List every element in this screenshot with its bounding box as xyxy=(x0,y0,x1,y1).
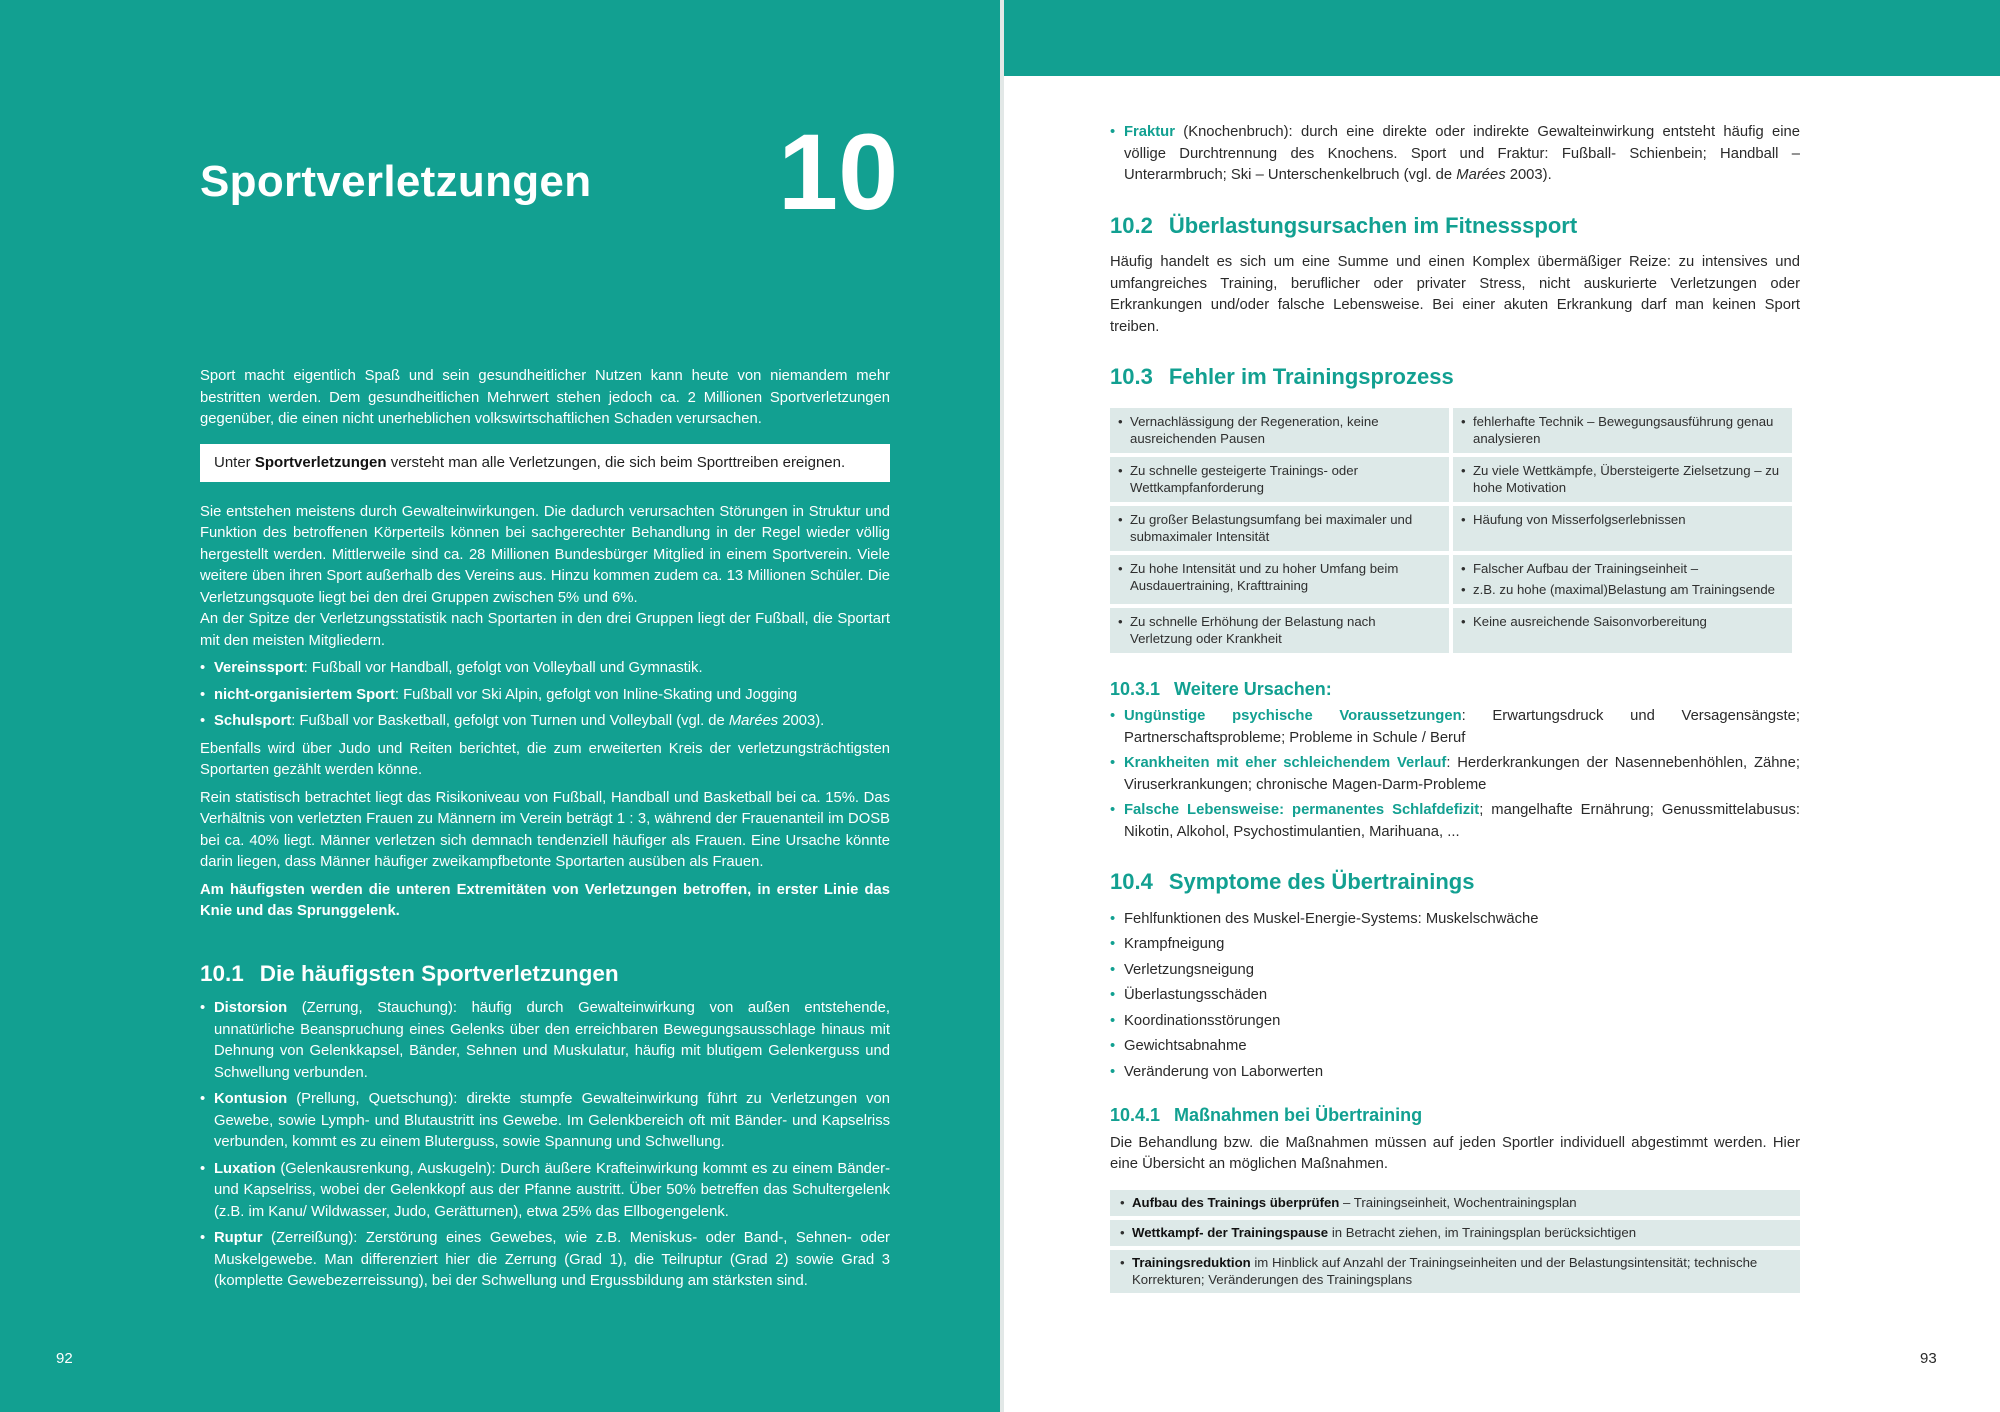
table-row xyxy=(1110,608,1792,653)
section-heading-10-4 xyxy=(1110,871,1800,893)
section-number: 10.4.1 xyxy=(1110,1105,1161,1125)
table-row xyxy=(1110,506,1792,551)
section-title: Die häufigsten Sportverletzungen xyxy=(259,960,619,986)
list-item: • Koordinationsstörungen xyxy=(1110,1011,1800,1033)
section-heading-10-4-1 xyxy=(1110,1105,1800,1127)
section-heading-10-1 xyxy=(200,960,890,986)
section-heading-10-3-1 xyxy=(1110,679,1800,701)
cell-text: • z.B. zu hohe (maximal)Belastung am Trainingsende xyxy=(1461,581,1784,598)
right-body xyxy=(1110,122,1800,1297)
chapter-number: 10 xyxy=(778,111,899,232)
table-cell xyxy=(1453,506,1792,551)
list-item: • Krampfneigung xyxy=(1110,934,1800,956)
training-errors-table xyxy=(1106,404,1796,657)
measures-list xyxy=(1110,1190,1800,1293)
cell-text: • Zu schnelle Erhöhung der Belastung nach Verletzung oder Krankheit xyxy=(1118,613,1441,647)
table-row xyxy=(1110,457,1792,502)
body-paragraph-2: An der Spitze der Verletzungsstatistik nach Sportarten in den drei Gruppen liegt der Fußball, die Sportart mit den meisten Mitgliedern. xyxy=(200,611,890,649)
list-item: • Fehlfunktionen des Muskel-Energie-Systems: Muskelschwäche xyxy=(1110,909,1800,931)
body-paragraph-5: Am häufigsten werden die unteren Extremitäten von Verletzungen betroffen, in erster Linie das Knie und das Sprunggelenk. xyxy=(200,881,890,919)
cell-text: • Zu viele Wettkämpfe, Übersteigerte Zielsetzung – zu hohe Motivation xyxy=(1461,462,1784,496)
list-item xyxy=(200,1089,890,1154)
table-cell xyxy=(1110,506,1449,551)
page-number-right: 93 xyxy=(1920,1350,1937,1367)
measure-term: Trainingsreduktion xyxy=(1132,1254,1251,1270)
list-item: • Veränderung von Laborwerten xyxy=(1110,1062,1800,1084)
group-term: Schulsport xyxy=(214,713,292,729)
measure-text: im Hinblick auf Anzahl der Trainingseinheiten und der Belastungsintensität; technische Korrekturen; Veränderungen des Trainingsplans xyxy=(1132,1254,1758,1287)
list-item: • Verletzungsneigung xyxy=(1110,960,1800,982)
cell-text: • Häufung von Misserfolgserlebnissen xyxy=(1461,511,1784,528)
citation-author: Marées xyxy=(728,713,779,729)
definition-box xyxy=(200,444,890,482)
measure-term: Aufbau des Trainings überprüfen xyxy=(1132,1194,1340,1210)
cause-term: Krankheiten mit eher schleichendem Verlauf xyxy=(1124,755,1447,771)
injury-term: Kontusion xyxy=(214,1091,288,1107)
table-cell xyxy=(1453,608,1792,653)
table-cell xyxy=(1110,555,1449,604)
cell-text: • Zu schnelle gesteigerte Trainings- oder Wettkampfanforderung xyxy=(1118,462,1441,496)
cell-text: • Zu hohe Intensität und zu hoher Umfang beim Ausdauertraining, Krafttraining xyxy=(1118,560,1441,594)
measures-intro: Die Behandlung bzw. die Maßnahmen müssen auf jeden Sportler individuell abgestimmt werden. Hier eine Übersicht an möglichen Maßnahmen. xyxy=(1110,1134,1800,1172)
citation-author: Marées xyxy=(1456,167,1506,183)
definition-term: Sportverletzungen xyxy=(254,453,387,471)
table-cell xyxy=(1110,608,1449,653)
injury-text: (Zerrung, Stauchung): häufig durch Gewalteinwirkung von außen entstehende, unnatürliche Beanspruchung eines Gelenks über den erreichbaren Bewegungsausschlage hinaus mit Dehnung von Gelenkkapsel, Bänder, Sehnen und Muskulatur, häufig mit blutigem Gelenkerguss und Schwellung verbunden. xyxy=(214,1000,890,1081)
cause-text: : Herderkrankungen der Nasennebenhöhlen, Zähne; Viruserkrankungen; chronische Magen-Darm-Probleme xyxy=(1124,755,1801,793)
group-term: Vereinssport xyxy=(214,660,304,676)
list-item xyxy=(200,711,890,733)
sport-groups-list xyxy=(200,658,890,733)
injury-text: (Gelenkausrenkung, Auskugeln): Durch äußere Krafteinwirkung kommt es zu einem Bänder- und Kapselriss, wobei der Gelenkkopf aus der Pfanne austritt. Über 50% betreffen das Schultergelenk (z.B. im Kanu/ Wildwasser, Judo, Gerätturnen), etwa 25% das Ellbogengelenk. xyxy=(214,1160,890,1220)
list-item xyxy=(1110,1190,1800,1216)
group-text: : Fußball vor Handball, gefolgt von Volleyball und Gymnastik. xyxy=(303,660,703,676)
injury-term: Luxation xyxy=(214,1160,276,1177)
list-item xyxy=(1110,706,1800,749)
section-title: Überlastungsursachen im Fitnesssport xyxy=(1168,212,1578,238)
table-row xyxy=(1110,555,1792,604)
section-number: 10.4 xyxy=(1110,869,1153,894)
list-item xyxy=(200,685,890,707)
list-item xyxy=(200,1159,890,1224)
section-title: Weitere Ursachen: xyxy=(1174,678,1332,699)
section-title: Symptome des Übertrainings xyxy=(1168,869,1475,894)
intro-paragraph: Sport macht eigentlich Spaß und sein gesundheitlicher Nutzen kann heute von niemandem mehr bestritten werden. Dem gesundheitlichen Mehrwert stehen jedoch ca. 2 Millionen Sportverletzungen gegenüber, die einen nicht unerheblichen volkswirtschaftlichen Schaden verursachen. xyxy=(200,368,890,427)
list-item xyxy=(200,998,890,1084)
section-title: Fehler im Trainingsprozess xyxy=(1168,364,1454,389)
list-item: • Gewichtsabnahme xyxy=(1110,1036,1800,1058)
table-cell xyxy=(1110,457,1449,502)
cell-text: • Vernachlässigung der Regeneration, keine ausreichenden Pausen xyxy=(1118,413,1441,447)
injury-text: (Zerreißung): Zerstörung eines Gewebes, wie z.B. Meniskus- oder Band-, Sehnen- oder Muskelgewebe. Man differenziert hier die Zerrung (Grad 1), die Teilruptur (Grad 2) sowie Grad 3 (komplette Gewebezerreissung), bei der Schwellung und Ergussbildung am stärksten sind. xyxy=(214,1230,890,1289)
citation-year: 2003). xyxy=(1505,167,1552,183)
list-item: • Überlastungsschäden xyxy=(1110,985,1800,1007)
citation-year: 2003). xyxy=(778,713,825,729)
body-paragraph-1: Sie entstehen meistens durch Gewalteinwirkungen. Die dadurch verursachten Störungen in Struktur und Funktion des betroffenen Körperteils können bei sachgerechter Behandlung in der Regel wieder völlig hergestellt werden. Mittlerweile sind ca. 28 Millionen Bundesbürger Mitglied in einem Sportverein. Viele weitere üben ihren Sport außerhalb des Vereins aus. Hinzu kommen zudem ca. 13 Millionen Schüler. Die Verletzungsquote liegt bei den drei Gruppen zwischen 5% und 6%. xyxy=(200,503,890,606)
body-paragraph-3: Ebenfalls wird über Judo und Reiten berichtet, die zum erweiterten Kreis der verletzungsträchtigsten Sportarten gezählt werden könne. xyxy=(200,740,890,778)
table-row xyxy=(1110,408,1792,453)
measure-term: Wettkampf- der Trainingspause xyxy=(1132,1224,1329,1240)
cell-text: • fehlerhafte Technik – Bewegungsausführung genau analysieren xyxy=(1461,413,1784,447)
right-page xyxy=(1004,0,2000,1412)
list-item xyxy=(1110,800,1800,843)
measure-text: in Betracht ziehen, im Trainingsplan berücksichtigen xyxy=(1328,1224,1637,1240)
table-cell xyxy=(1453,457,1792,502)
symptoms-list xyxy=(1110,909,1800,1084)
section-heading-10-2 xyxy=(1110,212,1800,238)
injury-term: Distorsion xyxy=(214,1000,288,1016)
fraktur-term: Fraktur xyxy=(1124,124,1175,140)
list-item xyxy=(200,1228,890,1293)
header-band xyxy=(1004,0,2000,76)
fraktur-list xyxy=(1110,122,1800,187)
group-text: : Fußball vor Basketball, gefolgt von Turnen und Volleyball (vgl. de xyxy=(291,713,729,729)
group-text: : Fußball vor Ski Alpin, gefolgt von Inline-Skating und Jogging xyxy=(394,686,798,703)
section-number: 10.2 xyxy=(1110,212,1153,238)
list-item xyxy=(1110,1220,1800,1246)
list-item xyxy=(200,658,890,680)
list-item xyxy=(1110,122,1800,187)
cause-text: ; mangelhafte Ernährung; Genussmittelabusus: Nikotin, Alkohol, Psychostimulantien, Marihuana, ... xyxy=(1124,802,1800,840)
causes-list xyxy=(1110,706,1800,843)
injury-term: Ruptur xyxy=(214,1230,263,1246)
cause-text: : Erwartungsdruck und Versagensängste; Partnerschaftsprobleme; Probleme in Schule / Beruf xyxy=(1124,708,1800,746)
injuries-list xyxy=(200,998,890,1293)
section-number: 10.3 xyxy=(1110,364,1153,389)
injury-text: (Prellung, Quetschung): direkte stumpfe Gewalteinwirkung führt zu Verletzungen von Gewebe, sowie Lymph- und Blutaustritt ins Gewebe. Im Gelenkbereich oft mit Bänder- und Kapselriss verbunden, kommt es zu einem Bluterguss, sowie Spannung und Schwellung. xyxy=(214,1091,890,1150)
section-number: 10.1 xyxy=(200,960,244,986)
overload-paragraph: Häufig handelt es sich um eine Summe und einen Komplex übermäßiger Reize: zu intensives und umfangreiches Training, beruflicher oder privater Stress, nicht auskurierte Verletzungen oder Erkrankungen und/oder falsche Lebensweise. Bei einer akuten Erkrankung darf man keinen Sport treiben. xyxy=(1110,254,1800,335)
cause-term: Falsche Lebensweise: permanentes Schlafdefizit xyxy=(1124,802,1480,818)
section-heading-10-3 xyxy=(1110,366,1800,388)
fraktur-text: (Knochenbruch): durch eine direkte oder indirekte Gewalteinwirkung entsteht häufig eine völlige Durchtrennung des Knochens. Sport und Fraktur: Fußball- Schienbein; Handball – Unterarmbruch; Ski – Unterschenkelbruch (vgl. de xyxy=(1124,124,1800,183)
section-title: Maßnahmen bei Übertraining xyxy=(1174,1105,1423,1125)
measure-text: – Trainingseinheit, Wochentrainingsplan xyxy=(1339,1194,1577,1210)
cause-term: Ungünstige psychische Voraussetzungen xyxy=(1124,708,1462,724)
cell-text: • Falscher Aufbau der Trainingseinheit – xyxy=(1461,560,1784,577)
left-body xyxy=(200,366,890,1299)
list-item xyxy=(1110,1250,1800,1293)
table-cell xyxy=(1110,408,1449,453)
list-item xyxy=(1110,753,1800,796)
page-number-left: 92 xyxy=(56,1350,73,1367)
cell-text: • Zu großer Belastungsumfang bei maximaler und submaximaler Intensität xyxy=(1118,511,1441,545)
chapter-title: Sportverletzungen xyxy=(200,157,592,206)
cell-text: • Keine ausreichende Saisonvorbereitung xyxy=(1461,613,1784,630)
definition-post: versteht man alle Verletzungen, die sich beim Sporttreiben ereignen. xyxy=(386,453,846,471)
group-term: nicht-organisiertem Sport xyxy=(214,686,395,703)
table-cell xyxy=(1453,555,1792,604)
section-number: 10.3.1 xyxy=(1110,678,1161,699)
definition-pre: Unter xyxy=(214,453,255,471)
table-cell xyxy=(1453,408,1792,453)
body-paragraph-4: Rein statistisch betrachtet liegt das Risikoniveau von Fußball, Handball und Basketball bei ca. 15%. Das Verhältnis von verletzten Frauen zu Männern im Verein beträgt 1 : 3, während der Frauenanteil im DOSB bei ca. 40% liegt. Männer verletzen sich demnach tendenziell häufiger als Frauen. Eine Ursache könnte darin liegen, dass Männer häufiger zweikampfbetonte Sportarten ausüben als Frauen. xyxy=(200,789,890,870)
